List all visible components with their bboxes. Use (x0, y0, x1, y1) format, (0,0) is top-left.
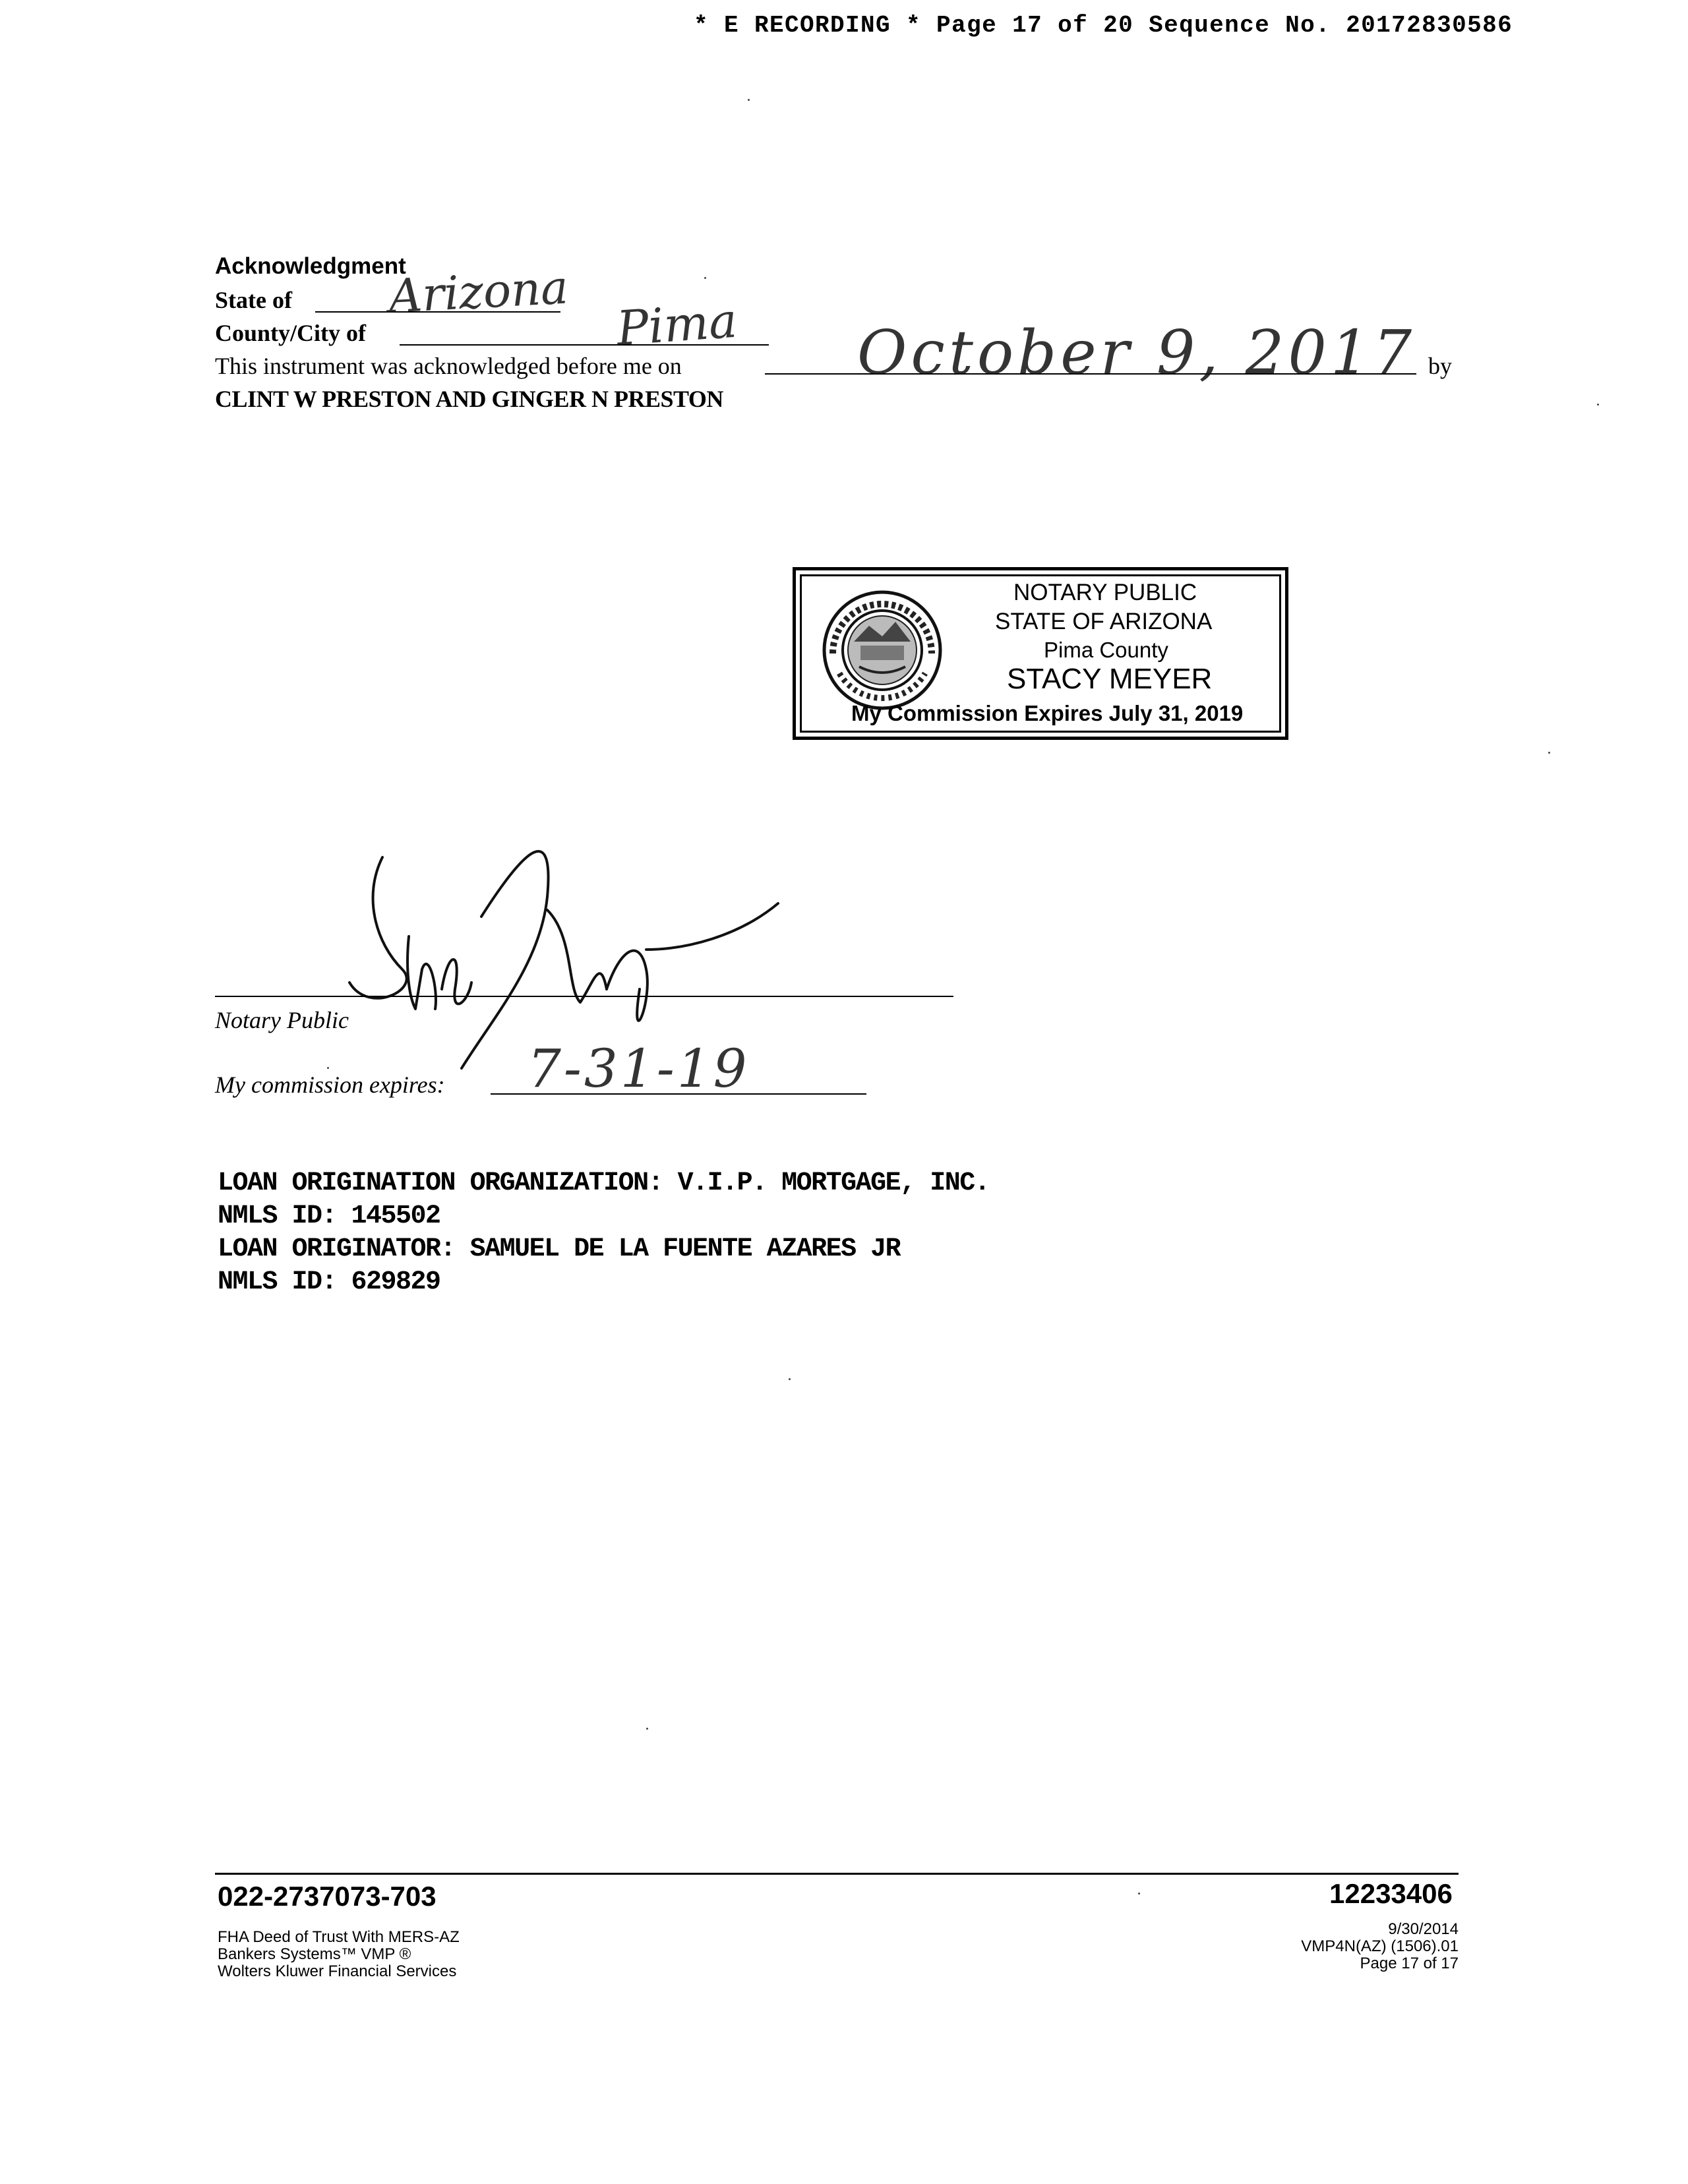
scan-speck (1138, 1893, 1140, 1895)
state-label: State of (215, 287, 292, 313)
footer-doc-number: 12233406 (1329, 1878, 1453, 1909)
commission-expires-label: My commission expires: (215, 1072, 445, 1098)
scan-speck (704, 277, 706, 279)
loan-origination-org: LOAN ORIGINATION ORGANIZATION: V.I.P. MORTGAGE, INC. (218, 1168, 990, 1198)
scan-speck (1548, 752, 1550, 754)
form-publisher: Bankers Systems™ VMP ® (218, 1945, 411, 1963)
stamp-title: NOTARY PUBLIC (1013, 580, 1197, 605)
county-handwritten-value (607, 284, 778, 357)
form-code: VMP4N(AZ) (1506).01 (1301, 1937, 1459, 1955)
scan-speck (789, 1378, 791, 1380)
footer-loan-number: 022-2737073-703 (218, 1881, 437, 1912)
arizona-seal-icon (820, 588, 945, 713)
by-word: by (1428, 353, 1452, 379)
scan-speck (327, 1067, 329, 1069)
footer-rule (215, 1873, 1459, 1875)
svg-text:7-31-19: 7-31-19 (528, 1038, 750, 1099)
stamp-state: STATE OF ARIZONA (995, 609, 1213, 634)
notary-public-label: Notary Public (215, 1007, 349, 1033)
state-handwritten-value (382, 258, 570, 324)
recording-header: * E RECORDING * Page 17 of 20 Sequence No. 20172830586 (694, 12, 1513, 39)
date-handwritten-value (851, 302, 1416, 388)
notary-stamp (793, 567, 1288, 740)
loan-originator: LOAN ORIGINATOR: SAMUEL DE LA FUENTE AZARES JR (218, 1234, 901, 1264)
stamp-expiration: My Commission Expires July 31, 2019 (851, 701, 1244, 725)
originator-nmls-id: NMLS ID: 629829 (218, 1267, 440, 1297)
notary-signature-line (215, 996, 953, 997)
form-date: 9/30/2014 (1388, 1920, 1459, 1938)
scan-speck (646, 1728, 648, 1730)
instrument-text: This instrument was acknowledged before me on (215, 353, 682, 379)
stamp-county: Pima County (1044, 638, 1168, 662)
form-title: FHA Deed of Trust With MERS-AZ (218, 1928, 460, 1946)
svg-text:Pima: Pima (615, 292, 739, 357)
form-company: Wolters Kluwer Financial Services (218, 1962, 457, 1980)
county-label: County/City of (215, 320, 367, 346)
svg-text:Arizona: Arizona (387, 260, 570, 324)
form-page-number: Page 17 of 17 (1360, 1955, 1459, 1972)
svg-text:October 9, 2017: October 9, 2017 (857, 317, 1416, 388)
org-nmls-id: NMLS ID: 145502 (218, 1201, 440, 1231)
commission-handwritten-value (521, 1026, 750, 1099)
stamp-notary-name: STACY MEYER (1007, 663, 1213, 695)
signers-names: CLINT W PRESTON AND GINGER N PRESTON (215, 386, 723, 412)
acknowledgment-title: Acknowledgment (215, 253, 406, 279)
scan-speck (1597, 404, 1599, 406)
scan-speck (748, 99, 750, 101)
